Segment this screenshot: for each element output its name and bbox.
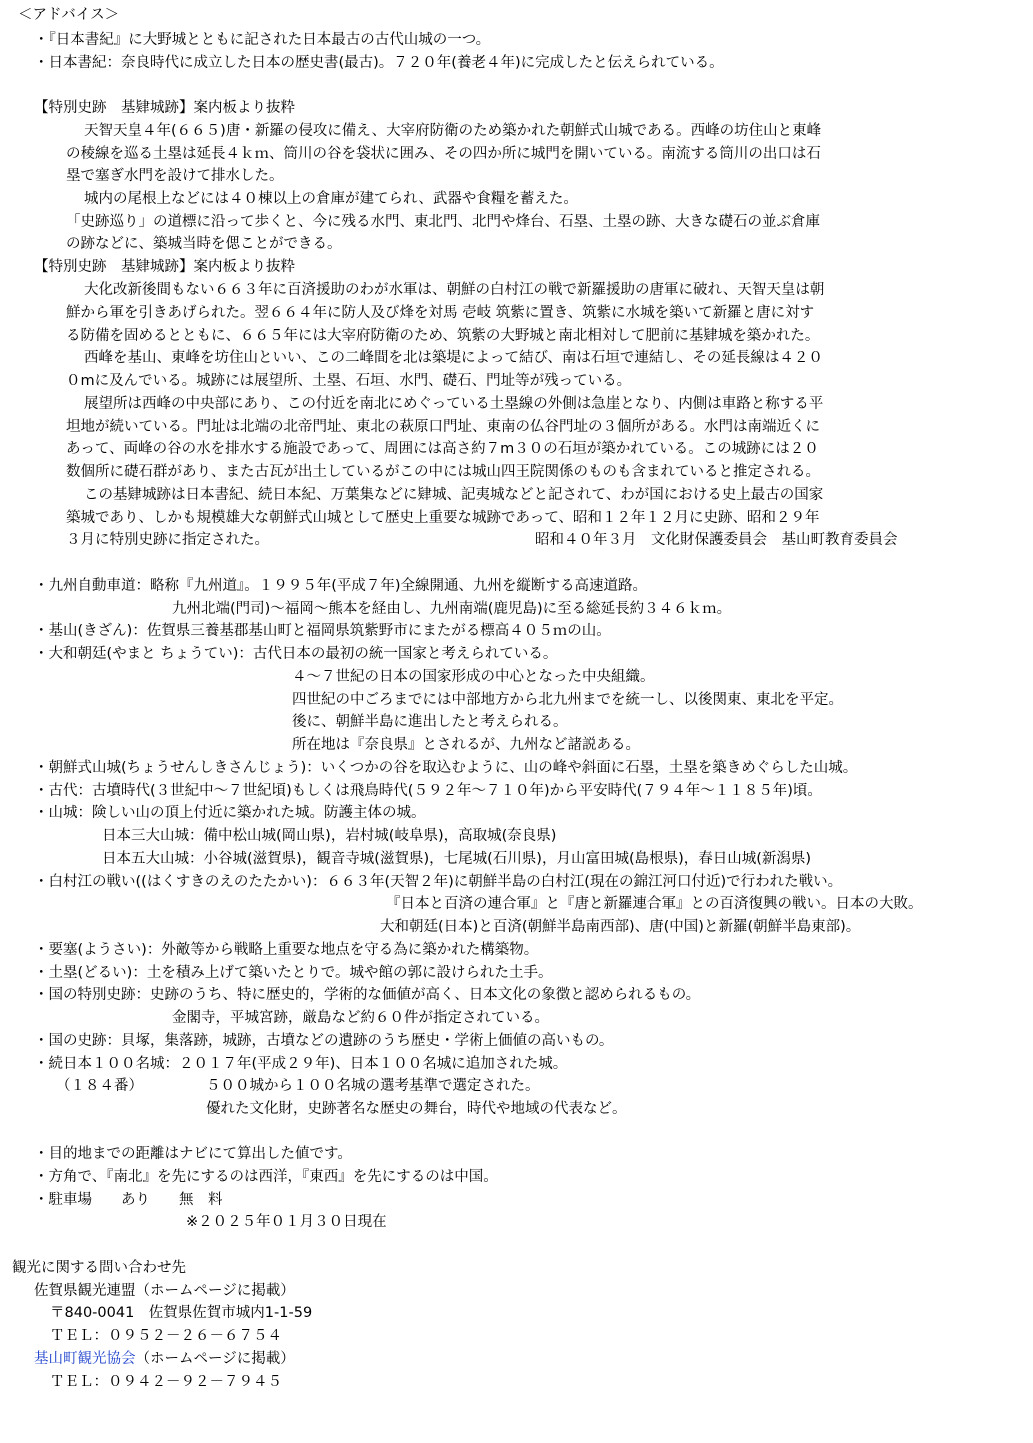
- intro-line: ・『日本書紀』に大野城とともに記された日本最古の古代山城の一つ。: [34, 32, 491, 48]
- sign1-line: 塁で塞ぎ水門を設けて排水した。: [66, 168, 284, 184]
- contact-heading: 観光に関する問い合わせ先: [12, 1260, 186, 1276]
- glossary-line: ・朝鮮式山城(ちょうせんしきさんじょう)：いくつかの谷を取込むように、山の峰や斜面に石塁，土塁を築きめぐらした山城。: [34, 760, 858, 776]
- sign2-line: 坦地が続いている。門址は北端の北帝門址、東北の萩原口門址、東南の仏谷門址の３個所がある。水門は南端近くに: [66, 419, 820, 435]
- sign2-line: 大化改新後間もない６６３年に百済援助のわが水軍は、朝鮮の白村江の戦で新羅援助の唐軍に破れ、天智天皇は朝: [84, 282, 825, 298]
- glossary-line: 『日本と百済の連合軍』と『唐と新羅連合軍』との百済復興の戦い。日本の大敗。: [386, 896, 923, 912]
- advice-heading: ＜アドバイス＞: [18, 7, 120, 23]
- glossary-line: ・土塁(どるい)：土を積み上げて築いたとりで。城や館の郭に設けられた土手。: [34, 965, 553, 981]
- intro-line: ・日本書紀：奈良時代に成立した日本の歴史書(最古)。７２０年(養老４年)に完成したと伝えられている。: [34, 55, 724, 71]
- federation-address: 〒840-0041 佐賀県佐賀市城内1-1-59: [50, 1305, 313, 1321]
- glossary-line: ４～７世紀の日本の国家形成の中心となった中央組織。: [292, 669, 655, 685]
- sign1-line: 天智天皇４年(６６５)唐・新羅の侵攻に備え、大宰府防衛のため築かれた朝鮮式山城である。西峰の坊住山と東峰: [84, 123, 822, 139]
- glossary-line: ・古代：古墳時代(３世紀中～７世紀頃)もしくは飛鳥時代(５９２年～７１０年)から平安時代(７９４年～１１８５年)頃。: [34, 783, 822, 799]
- sign1-line: の跡などに、築城当時を偲ことができる。: [66, 236, 342, 252]
- sign2-heading: 【特別史跡 基肄城跡】案内板より抜粋: [34, 259, 295, 275]
- glossary-line: 優れた文化財，史跡著名な歴史の舞台，時代や地域の代表など。: [206, 1101, 627, 1117]
- sign2-line: 鮮から軍を引きあげられた。翌６６４年に防人及び烽を対馬 壱岐 筑紫に置き、筑紫に水城を築いて新羅と唐に対す: [66, 305, 815, 321]
- glossary-line: 九州北端(門司)～福岡～熊本を経由し、九州南端(鹿児島)に至る総延長約３４６ｋｍ。: [172, 601, 732, 617]
- sign2-line: 展望所は西峰の中央部にあり、この付近を南北にめぐっている土塁線の外側は急崖となり、内側は車路と称する平: [84, 396, 824, 412]
- glossary-line: ・山城：険しい山の頂上付近に築かれた城。防護主体の城。: [34, 805, 426, 821]
- sign2-line: ０mに及んでいる。城跡には展望所、土塁、石垣、水門、礎石、門址等が残っている。: [66, 373, 632, 389]
- association-line: [34, 1348, 295, 1370]
- glossary-line: ・国の史跡：貝塚，集落跡，城跡，古墳などの遺跡のうち歴史・学術上価値の高いもの。: [34, 1033, 614, 1049]
- glossary-line: ・大和朝廷(やまと ちょうてい)：古代日本の最初の統一国家と考えられている。: [34, 646, 558, 662]
- sign1-heading: 【特別史跡 基肄城跡】案内板より抜粋: [34, 100, 295, 116]
- association-tel: ＴＥＬ：０９４２－９２－７９４５: [50, 1374, 282, 1390]
- association-link[interactable]: 基山町観光協会: [34, 1351, 136, 1367]
- sign2-line: 数個所に礎石群があり、また古瓦が出土しているがこの中には城山四王院関係のものも含まれていると推定される。: [66, 464, 820, 480]
- glossary-line: ５００城から１００名城の選考基準で選定された。: [206, 1078, 540, 1094]
- glossary-line: 所在地は『奈良県』とされるが、九州など諸説ある。: [292, 737, 640, 753]
- glossary-line: ・白村江の戦い((はくすきのえのたたかい)：６６３年(天智２年)に朝鮮半島の白村江(現在の錦江河口付近)で行われた戦い。: [34, 874, 843, 890]
- note-line: ※２０２５年０１月３０日現在: [186, 1214, 387, 1230]
- glossary-line: 大和朝廷(日本)と百済(朝鮮半島南西部)、唐(中国)と新羅(朝鮮半島東部)。: [380, 919, 861, 935]
- note-line: ・駐車場 あり 無 料: [34, 1192, 223, 1208]
- sign2-line: この基肄城跡は日本書紀、続日本紀、万葉集などに肄城、記夷城などと記されて、わが国における史上最古の国家: [84, 487, 824, 503]
- glossary-line: ・基山(きざん)：佐賀県三養基郡基山町と福岡県筑紫野市にまたがる標高４０５ｍの山。: [34, 623, 611, 639]
- federation-name: 佐賀県観光連盟（ホームページに掲載）: [34, 1283, 295, 1299]
- sign2-signature: 昭和４０年３月 文化財保護委員会 基山町教育委員会: [535, 532, 898, 548]
- federation-tel: ＴＥＬ：０９５２－２６－６７５４: [50, 1328, 282, 1344]
- sign2-line: ３月に特別史跡に指定された。: [66, 532, 269, 548]
- sign2-line: る防備を固めるとともに、６６５年には大宰府防衛のため、筑紫の大野城と南北相対して肥前に基肄城を築かれた。: [66, 328, 820, 344]
- sign1-line: の稜線を巡る土塁は延長４ｋｍ、筒川の谷を袋状に囲み、その四か所に城門を開いている。南流する筒川の出口は石: [66, 146, 821, 162]
- glossary-line: 後に、朝鮮半島に進出したと考えられる。: [292, 714, 568, 730]
- glossary-line: 日本五大山城：小谷城(滋賀県)，観音寺城(滋賀県)，七尾城(石川県)，月山富田城(島根県)，春日山城(新潟県): [102, 851, 812, 867]
- glossary-line: 金閣寺，平城宮跡，厳島など約６０件が指定されている。: [172, 1010, 549, 1026]
- glossary-line: ・国の特別史跡：史跡のうち、特に歴史的，学術的な価値が高く、日本文化の象徴と認められるもの。: [34, 987, 701, 1003]
- glossary-line: ・九州自動車道：略称『九州道』。１９９５年(平成７年)全線開通、九州を縦断する高速道路。: [34, 578, 648, 594]
- glossary-line: ・要塞(ようさい)：外敵等から戦略上重要な地点を守る為に築かれた構築物。: [34, 942, 539, 958]
- note-line: ・方角で、『南北』を先にするのは西洋，『東西』を先にするのは中国。: [34, 1169, 498, 1185]
- sign2-line: 西峰を基山、東峰を坊住山といい、この二峰間を北は築堤によって結び、南は石垣で連結し、その延長線は４２０: [84, 350, 823, 366]
- glossary-line: ・続日本１００名城：２０１７年(平成２９年)、日本１００名城に追加された城。: [34, 1056, 568, 1072]
- sign1-line: 城内の尾根上などには４０棟以上の倉庫が建てられ、武器や食糧を蓄えた。: [84, 191, 578, 207]
- sign2-line: 築城であり、しかも規模雄大な朝鮮式山城として歴史上重要な城跡であって、昭和１２年１２月に史跡、昭和２９年: [66, 510, 820, 526]
- glossary-line: 四世紀の中ごろまでには中部地方から北九州までを統一し、以後関東、東北を平定。: [292, 692, 843, 708]
- glossary-line: （１８４番）: [56, 1078, 143, 1094]
- association-note: （ホームページに掲載）: [135, 1351, 295, 1367]
- sign2-line: あって、両峰の谷の水を排水する施設であって、周囲には高さ約７m３０の石垣が築かれている。この城跡には２０: [66, 441, 819, 457]
- note-line: ・目的地までの距離はナビにて算出した値です。: [34, 1146, 352, 1162]
- sign1-line: 「史跡巡り」の道標に沿って歩くと、今に残る水門、東北門、北門や烽台、石塁、土塁の跡、大きな礎石の並ぶ倉庫: [66, 214, 820, 230]
- glossary-line: 日本三大山城：備中松山城(岡山県)，岩村城(岐阜県)，高取城(奈良県): [102, 828, 557, 844]
